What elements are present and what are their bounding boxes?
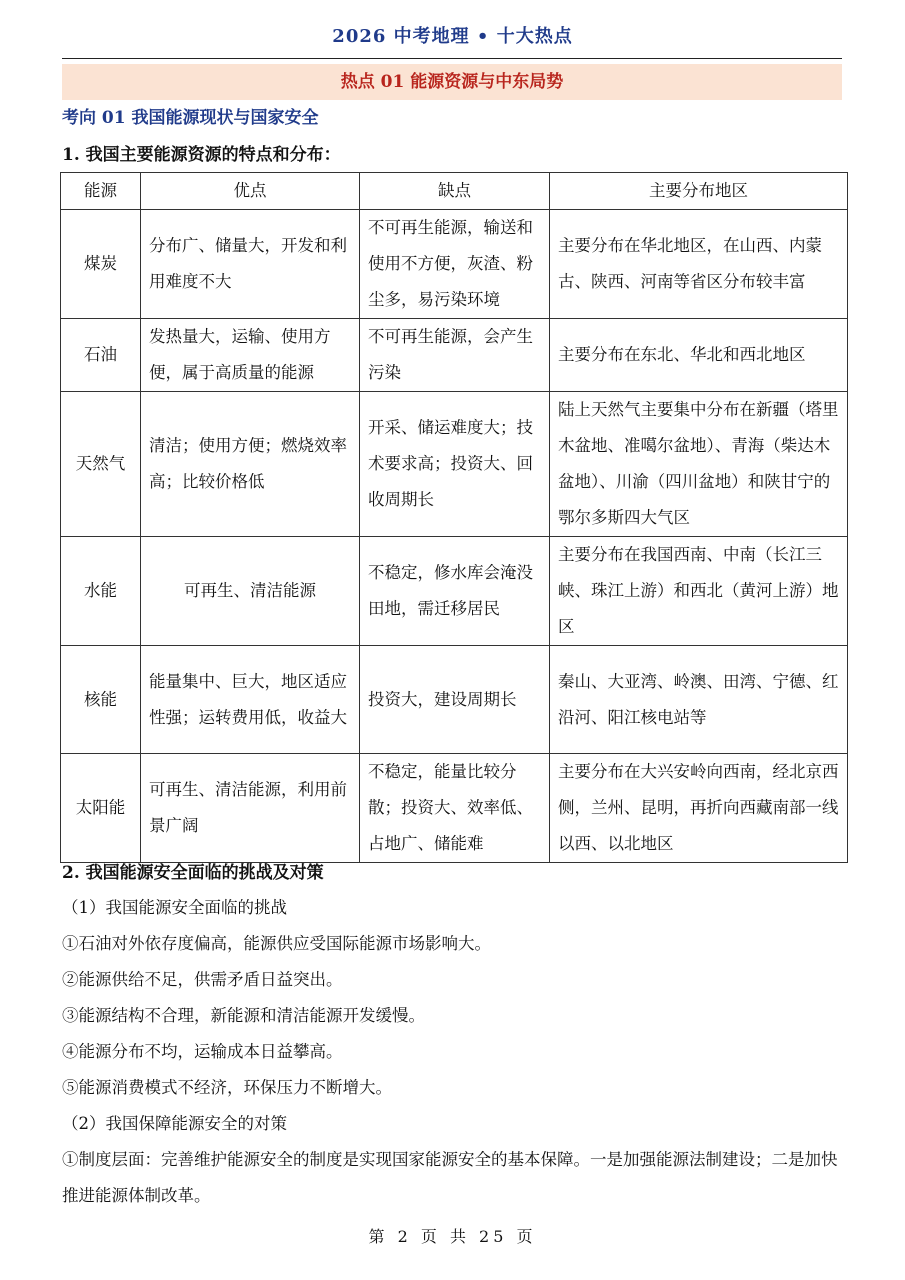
table-row bbox=[61, 210, 848, 319]
energy-distribution: 主要分布在大兴安岭向西南，经北京西侧，兰州、昆明，再折向西藏南部一线以西、以北地区 bbox=[550, 754, 848, 863]
page-number: 第 2 页 共 25 页 bbox=[368, 1227, 537, 1246]
energy-pros: 能量集中、巨大，地区适应性强；运转费用低，收益大 bbox=[141, 646, 360, 754]
header-title: 2026 中考地理 • 十大热点 bbox=[332, 26, 573, 47]
table-row bbox=[61, 392, 848, 537]
measure-item: ①制度层面：完善维护能源安全的制度是实现国家能源安全的基本保障。一是加强能源法制建设；二是加快推进能源体制改革。 bbox=[62, 1150, 838, 1205]
energy-distribution: 主要分布在我国西南、中南（长江三峡、珠江上游）和西北（黄河上游）地区 bbox=[550, 537, 848, 646]
table-header-row bbox=[61, 173, 848, 210]
energy-cons: 不可再生能源，会产生污染 bbox=[360, 319, 550, 392]
table-row bbox=[61, 537, 848, 646]
energy-name: 核能 bbox=[61, 646, 141, 754]
energy-distribution: 陆上天然气主要集中分布在新疆（塔里木盆地、准噶尔盆地）、青海（柴达木盆地）、川渝（四川盆地）和陕甘宁的鄂尔多斯四大气区 bbox=[550, 392, 848, 537]
energy-name: 煤炭 bbox=[61, 210, 141, 319]
energy-cons: 不可再生能源，输送和使用不方便，灰渣、粉尘多，易污染环境 bbox=[360, 210, 550, 319]
energy-pros: 可再生、清洁能源 bbox=[141, 537, 360, 646]
challenge-item: ⑤能源消费模式不经济，环保压力不断增大。 bbox=[62, 1078, 392, 1097]
table-row bbox=[61, 646, 848, 754]
energy-name: 水能 bbox=[61, 537, 141, 646]
energy-cons: 开采、储运难度大；技术要求高；投资大、回收周期长 bbox=[360, 392, 550, 537]
energy-name: 石油 bbox=[61, 319, 141, 392]
energy-pros: 分布广、储量大，开发和利用难度不大 bbox=[141, 210, 360, 319]
energy-pros: 可再生、清洁能源，利用前景广阔 bbox=[141, 754, 360, 863]
energy-distribution: 秦山、大亚湾、岭澳、田湾、宁德、红沿河、阳江核电站等 bbox=[550, 646, 848, 754]
energy-distribution: 主要分布在华北地区，在山西、内蒙古、陕西、河南等省区分布较丰富 bbox=[550, 210, 848, 319]
section1-heading: 1. 我国主要能源资源的特点和分布： bbox=[62, 145, 341, 165]
header-divider bbox=[62, 58, 842, 59]
challenge-item: ②能源供给不足，供需矛盾日益突出。 bbox=[62, 970, 343, 989]
energy-name: 天然气 bbox=[61, 392, 141, 537]
challenges-subheading: （1）我国能源安全面临的挑战 bbox=[62, 898, 287, 917]
challenge-item: ①石油对外依存度偏高，能源供应受国际能源市场影响大。 bbox=[62, 934, 491, 953]
energy-pros: 发热量大，运输、使用方便，属于高质量的能源 bbox=[141, 319, 360, 392]
column-header: 缺点 bbox=[360, 173, 550, 210]
energy-table bbox=[60, 172, 848, 863]
table-row bbox=[61, 754, 848, 863]
energy-name: 太阳能 bbox=[61, 754, 141, 863]
energy-cons: 投资大，建设周期长 bbox=[360, 646, 550, 754]
energy-pros: 清洁；使用方便；燃烧效率高；比较价格低 bbox=[141, 392, 360, 537]
table-row bbox=[61, 319, 848, 392]
section2-heading: 2. 我国能源安全面临的挑战及对策 bbox=[62, 863, 324, 883]
energy-distribution: 主要分布在东北、华北和西北地区 bbox=[550, 319, 848, 392]
challenge-item: ④能源分布不均，运输成本日益攀高。 bbox=[62, 1042, 343, 1061]
measures-subheading: （2）我国保障能源安全的对策 bbox=[62, 1114, 287, 1133]
column-header: 优点 bbox=[141, 173, 360, 210]
column-header: 主要分布地区 bbox=[550, 173, 848, 210]
section-banner: 热点 01 能源资源与中东局势 bbox=[62, 64, 842, 100]
challenge-item: ③能源结构不合理，新能源和清洁能源开发缓慢。 bbox=[62, 1006, 425, 1025]
subtopic-title: 考向 01 我国能源现状与国家安全 bbox=[62, 108, 319, 128]
column-header: 能源 bbox=[61, 173, 141, 210]
energy-cons: 不稳定，能量比较分散；投资大、效率低、占地广、储能难 bbox=[360, 754, 550, 863]
energy-cons: 不稳定，修水库会淹没田地，需迁移居民 bbox=[360, 537, 550, 646]
